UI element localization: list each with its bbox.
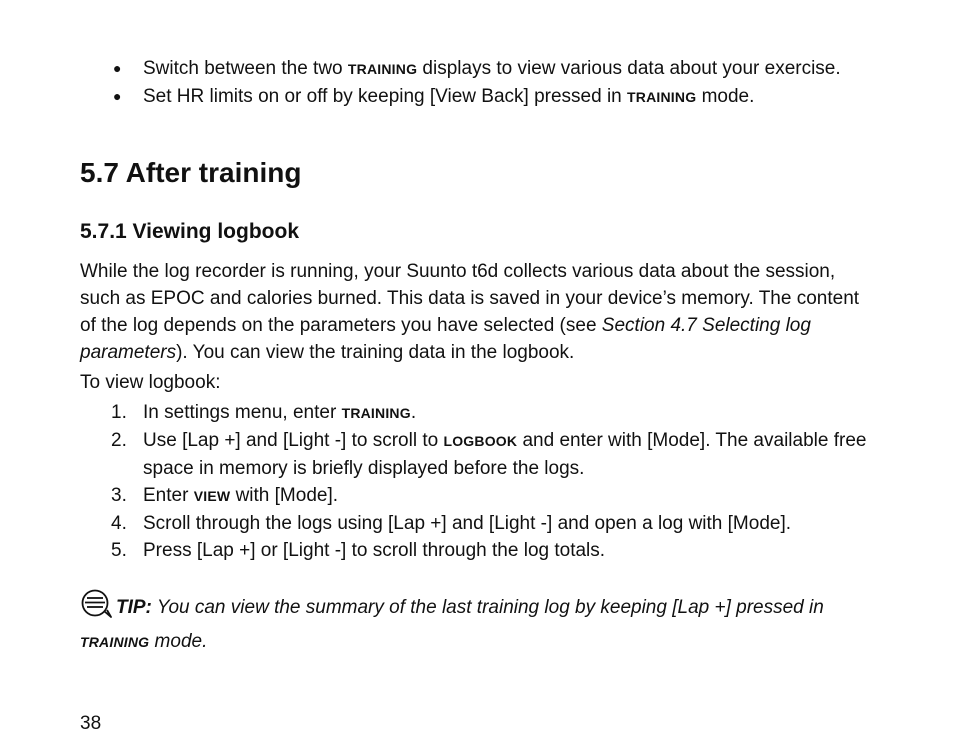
paragraph-text: While the log recorder is running, your Suunto t6d collects various data about the session, such as EPOC and calories burned. This data is saved in your device’s memory. The content of the log depends on the parameters you have selected (see	[80, 261, 860, 336]
step-number: 4.	[111, 513, 127, 534]
mode-name: TRAINING	[627, 89, 697, 105]
bullet-text: mode.	[696, 86, 755, 107]
paragraph-text: ). You can view the training data in the logbook.	[176, 342, 575, 363]
step-text: with [Mode].	[230, 485, 339, 506]
bullet-list	[80, 55, 880, 111]
mode-name: TRAINING	[80, 634, 150, 650]
page-number: 38	[80, 713, 102, 734]
step-number: 2.	[111, 430, 127, 451]
step-text: Use [Lap +] and [Light -] to scroll to	[143, 430, 444, 451]
step-text: Enter	[143, 485, 194, 506]
step-item	[80, 399, 880, 427]
step-item	[80, 482, 880, 510]
bullet-text: Switch between the two	[143, 58, 348, 79]
subsection-title: 5.7.1 Viewing logbook	[80, 220, 299, 243]
step-text: and enter with [Mode]. The available free space in memory is briefly displayed before the logs.	[143, 430, 867, 479]
bullet-item	[80, 55, 880, 83]
step-number: 5.	[111, 540, 127, 561]
step-text: Press [Lap +] or [Light -] to scroll through the log totals.	[143, 540, 606, 561]
mode-name: TRAINING	[347, 61, 418, 77]
section-title: 5.7 After training	[80, 157, 302, 188]
mode-name: TRAINING	[341, 405, 411, 421]
tip-box	[80, 589, 880, 656]
steps-intro: To view logbook:	[80, 372, 221, 393]
mode-name: LOGBOOK	[443, 433, 518, 449]
mode-name: VIEW	[193, 488, 231, 504]
step-text: .	[410, 402, 417, 423]
step-text: Scroll through the logs using [Lap +] and [Light -] and open a log with [Mode].	[143, 513, 792, 534]
step-item	[80, 510, 880, 537]
body-paragraph	[80, 258, 880, 366]
tip-text: mode.	[149, 631, 208, 652]
section-reference: Section 4.7 Selecting log parameters	[80, 315, 811, 363]
step-text: In settings menu, enter	[143, 402, 342, 423]
step-item	[80, 427, 880, 482]
steps-list	[80, 399, 880, 564]
bullet-item	[80, 83, 880, 111]
step-item	[80, 537, 880, 564]
tip-text: You can view the summary of the last training log by keeping [Lap +] pressed in	[151, 597, 824, 618]
bullet-text: Set HR limits on or off by keeping [View Back] pressed in	[143, 86, 628, 107]
bullet-marker: ●	[113, 88, 122, 104]
bullet-text: displays to view various data about your exercise.	[417, 58, 841, 79]
step-number: 1.	[111, 402, 127, 423]
tip-icon	[80, 589, 114, 628]
tip-label: TIP:	[116, 597, 152, 618]
bullet-marker: ●	[113, 60, 122, 76]
step-number: 3.	[111, 485, 127, 506]
